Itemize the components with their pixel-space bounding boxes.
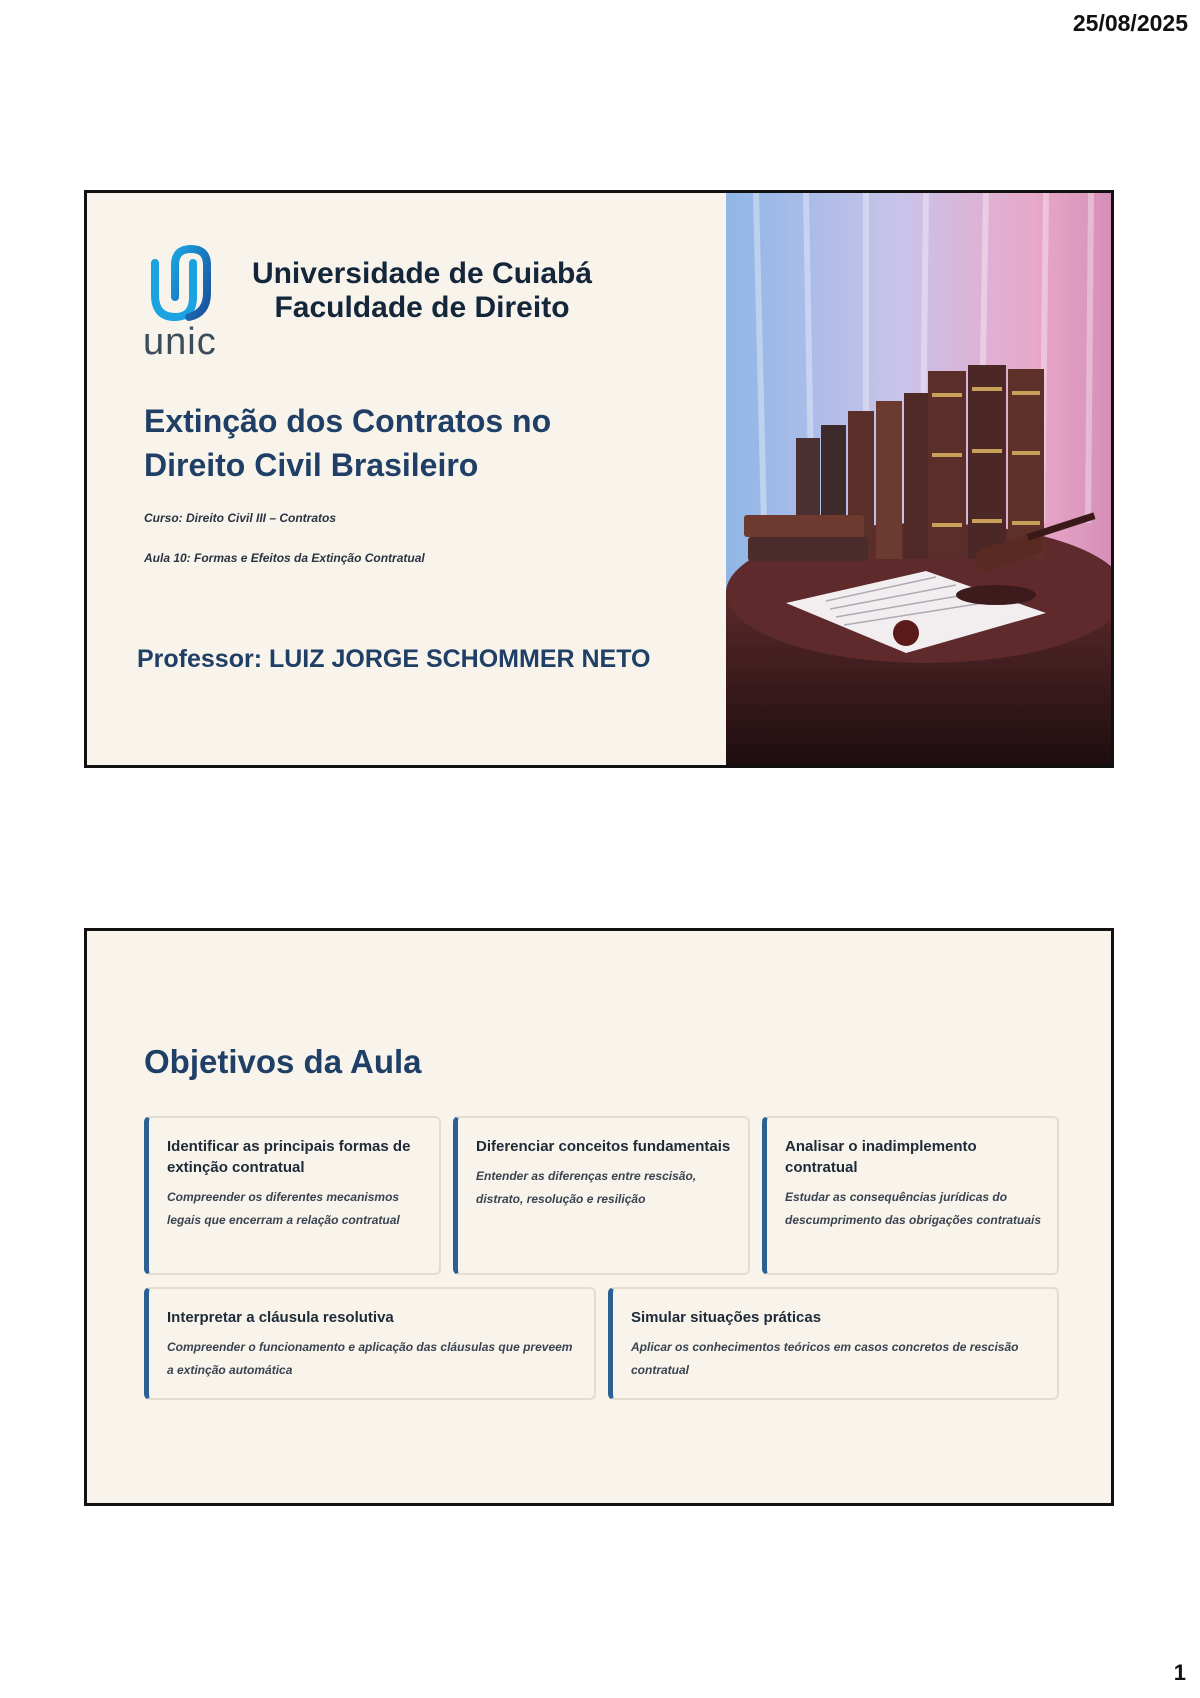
course-line: Curso: Direito Civil III – Contratos (144, 511, 337, 525)
objective-card (762, 1116, 1059, 1275)
professor-name: Professor: LUIZ JORGE SCHOMMER NETO (137, 645, 651, 673)
objective-card (608, 1287, 1059, 1400)
objective-card-title: Identificar as principais formas de extinção contratual (167, 1138, 411, 1176)
law-books-gavel-photo-icon (726, 193, 1111, 765)
objective-card-description: Compreender os diferentes mecanismos legais que encerram a relação contratual (167, 1190, 400, 1227)
lesson-line: Aula 10: Formas e Efeitos da Extinção Contratual (144, 551, 425, 565)
objective-card (144, 1116, 441, 1275)
objective-card-description: Aplicar os conhecimentos teóricos em casos concretos de rescisão contratual (631, 1340, 1019, 1377)
page-number: 1 (1173, 1660, 1186, 1685)
objective-card (144, 1287, 596, 1400)
objective-card-title: Diferenciar conceitos fundamentais (476, 1138, 731, 1155)
university-name: Universidade de Cuiabá (251, 257, 593, 290)
objective-card-title: Simular situações práticas (631, 1309, 822, 1326)
title-line-1: Extinção dos Contratos no (144, 403, 552, 439)
presentation-title (144, 399, 664, 487)
institution-header (237, 257, 607, 325)
logo-wordmark: unic (143, 321, 217, 363)
title-slide (84, 190, 1114, 768)
objective-card-description: Entender as diferenças entre rescisão, distrato, resolução e resilição (476, 1169, 697, 1206)
objectives-slide (84, 928, 1114, 1506)
objective-card-description: Compreender o funcionamento e aplicação das cláusulas que preveem a extinção automática (167, 1340, 573, 1377)
objective-card-title: Analisar o inadimplemento contratual (785, 1138, 977, 1176)
faculty-name: Faculdade de Direito (274, 291, 570, 324)
objective-card (453, 1116, 750, 1275)
page-date: 25/08/2025 (1072, 10, 1188, 36)
objective-card-description: Estudar as consequências jurídicas do descumprimento das obrigações contratuais (785, 1190, 1042, 1227)
title-line-2: Direito Civil Brasileiro (144, 447, 479, 483)
objective-card-title: Interpretar a cláusula resolutiva (167, 1309, 394, 1326)
objectives-title: Objetivos da Aula (144, 1043, 422, 1080)
